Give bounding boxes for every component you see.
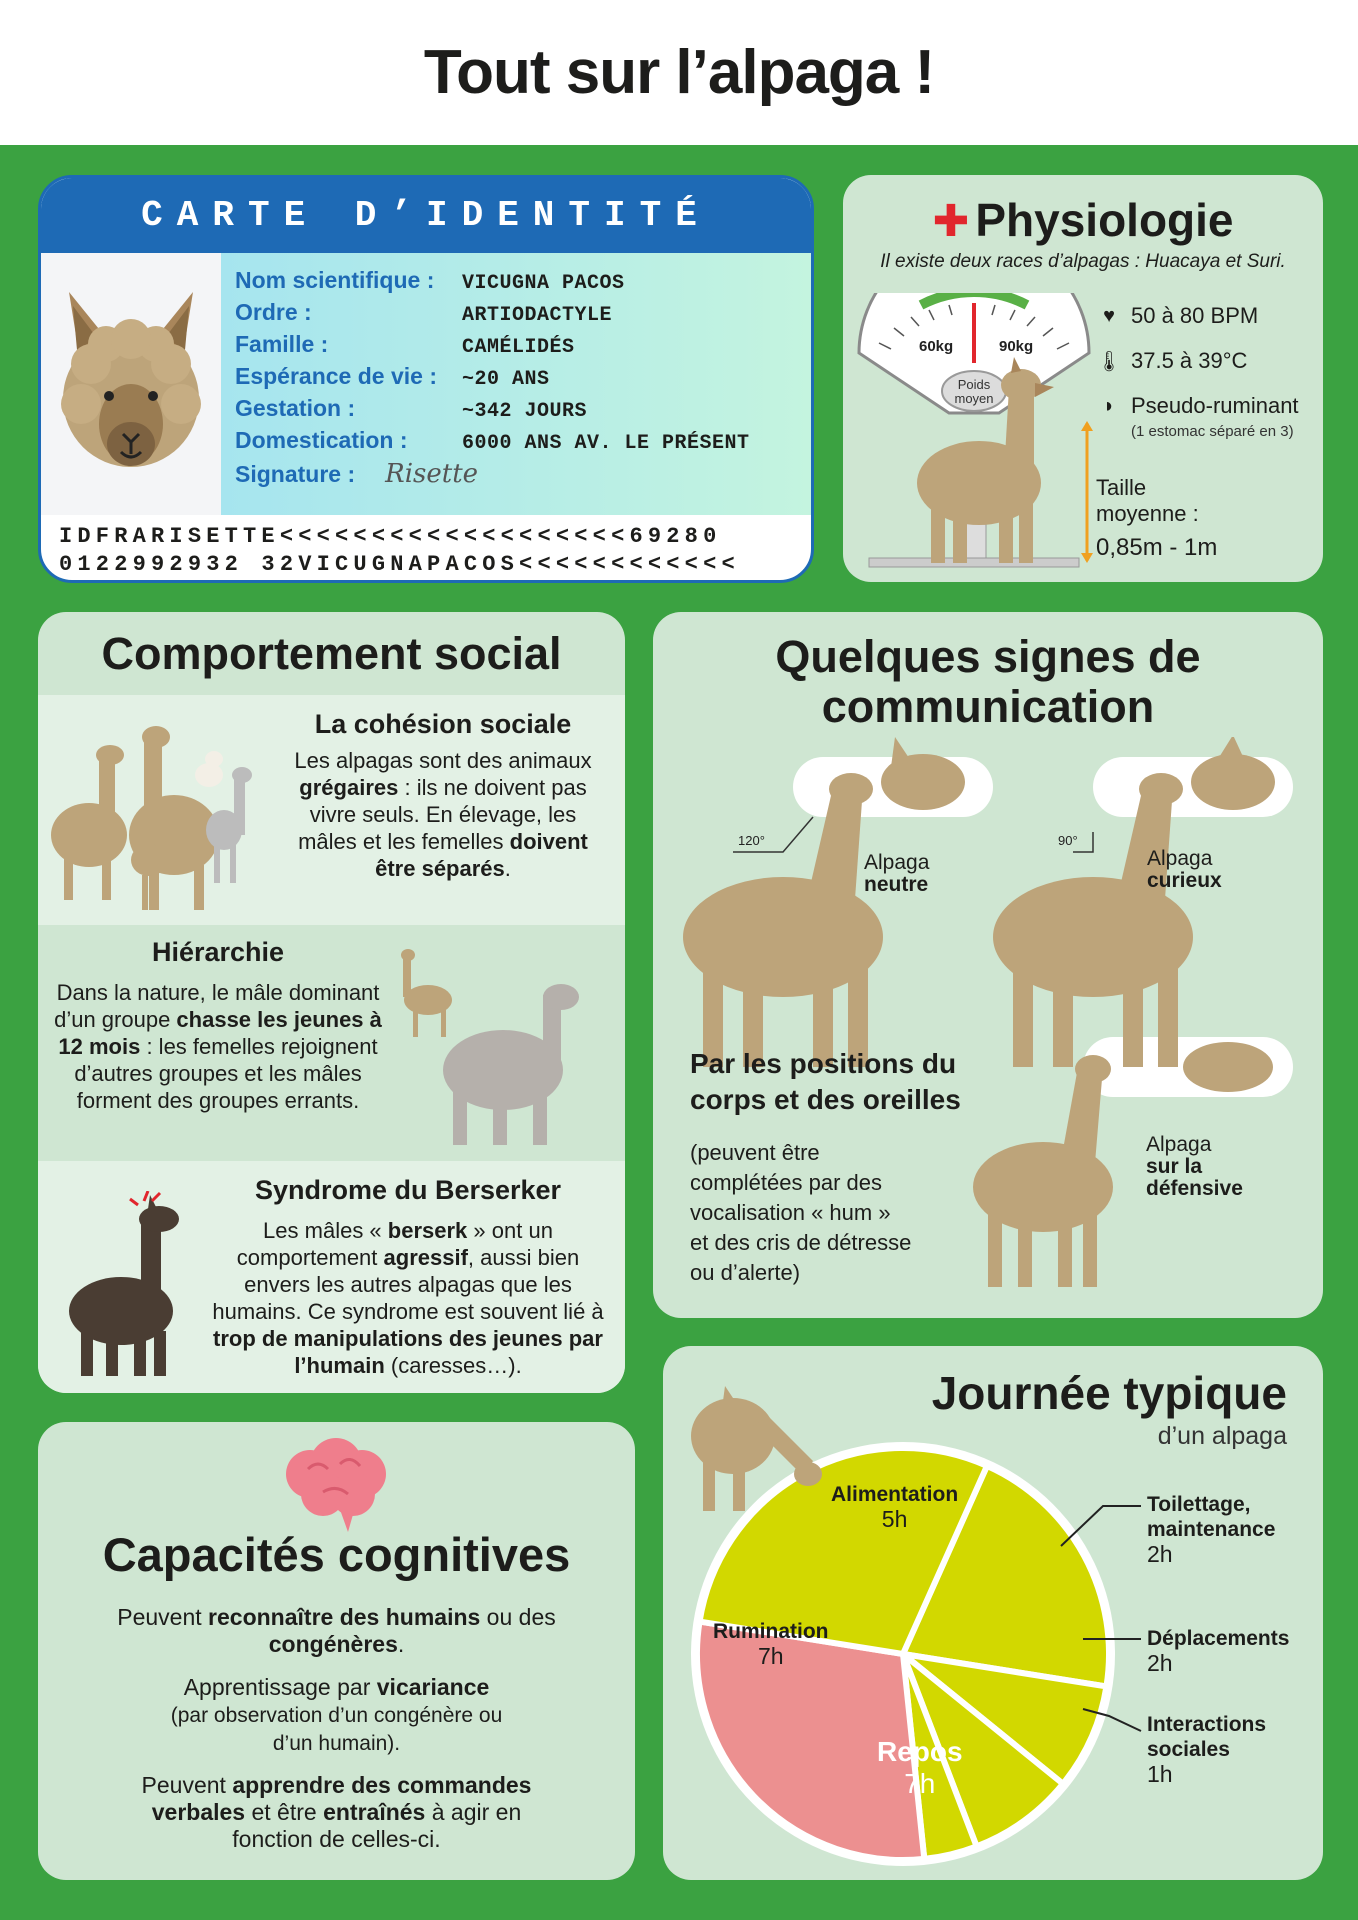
pie-label-deplacements-value: 2h	[1147, 1650, 1173, 1676]
field-label: Nom scientifique :	[235, 267, 435, 293]
cognitive-title: Capacités cognitives	[102, 1528, 571, 1581]
stomach-icon: ◗	[1102, 394, 1116, 417]
pie-label-deplacements	[1147, 1626, 1289, 1676]
communication-title	[653, 632, 1323, 732]
physiology-title	[843, 193, 1323, 247]
scale-max-label: 90kg	[999, 338, 1034, 355]
typical-day-title: Journée typique	[931, 1367, 1287, 1419]
alpaca-herd-illustration	[44, 715, 274, 915]
communication-title-line-2: communication	[821, 681, 1155, 732]
field-signature	[235, 459, 814, 491]
communication-panel	[653, 612, 1323, 1318]
angry-alpaca-illustration	[56, 1191, 206, 1381]
digestion-note: (1 estomac séparé en 3)	[1131, 423, 1294, 440]
scale-illustration	[849, 293, 1099, 573]
cognitive-point-3: Peuvent apprendre des commandes verbales et être entraînés à agir en fonction de celles-ci.	[141, 1772, 532, 1852]
label-defensive	[1146, 1134, 1243, 1200]
heart-rate-value: 50 à 80 BPM	[1131, 303, 1259, 328]
pie-label-rumination-name: Rumination	[713, 1620, 829, 1643]
pie-label-alimentation-value: 5h	[881, 1506, 908, 1532]
field-value: ~20 ANS	[462, 368, 550, 391]
label-curious-line-1: Alpaga	[1147, 847, 1213, 870]
heart-icon: ♥	[1103, 304, 1115, 327]
positions-title-line-1: Par les positions du	[690, 1048, 957, 1079]
physiology-title-text: Physiologie	[975, 194, 1234, 246]
pie-label-interactions-value: 1h	[1147, 1761, 1173, 1787]
physiology-panel	[843, 175, 1323, 582]
temperature-value: 37.5 à 39°C	[1131, 348, 1248, 373]
scale-min-label: 60kg	[919, 338, 954, 355]
pie-label-interactions	[1147, 1712, 1307, 1787]
pie-label-repos	[877, 1736, 963, 1800]
cognitive-panel	[38, 1422, 635, 1880]
positions-note-line: (peuvent être	[690, 1140, 820, 1165]
pie-label-alimentation-name: Alimentation	[831, 1483, 959, 1506]
field-value: 6000 ANS AV. LE PRÉSENT	[462, 432, 750, 455]
id-card-heading: CARTE D’IDENTITÉ	[41, 178, 811, 253]
field-value: ARTIODACTYLE	[462, 304, 613, 327]
cognitive-point-1: Peuvent reconnaître des humains ou des congénères.	[117, 1604, 556, 1657]
field-label: Domestication :	[235, 427, 408, 453]
pie-label-repos-value: 7h	[904, 1768, 936, 1799]
field-label: Famille :	[235, 331, 329, 357]
positions-note	[690, 1138, 911, 1288]
pie-label-rumination-value: 7h	[757, 1643, 784, 1669]
svg-text:moyen: moyen	[954, 391, 994, 406]
communication-title-line-1: Quelques signes de	[775, 631, 1201, 682]
label-defensive-line-1: Alpaga	[1146, 1133, 1212, 1156]
pie-label-repos-name: Repos	[877, 1736, 963, 1767]
field-label: Gestation :	[235, 395, 356, 421]
physiology-subtitle: Il existe deux races d’alpagas : Huacaya et Suri.	[880, 251, 1286, 272]
alpaca-head-icon	[51, 284, 211, 484]
positions-title-line-2: corps et des oreilles	[690, 1084, 961, 1115]
field-value: VICUGNA PACOS	[462, 272, 625, 295]
temperature	[1095, 348, 1247, 374]
size-value: 0,85m - 1m	[1096, 534, 1218, 561]
field-domestication	[235, 427, 814, 459]
id-card	[38, 175, 814, 583]
label-neutral	[864, 852, 929, 896]
heart-rate	[1095, 303, 1258, 329]
page-header	[0, 0, 1358, 145]
size-block	[1096, 475, 1217, 561]
typical-day-panel	[663, 1346, 1323, 1880]
signature: Risette	[385, 459, 479, 489]
pie-label-alimentation	[831, 1482, 958, 1532]
page-title: Tout sur l’alpaga !	[423, 38, 935, 107]
field-label: Ordre :	[235, 299, 312, 325]
positions-title	[690, 1046, 961, 1118]
positions-note-line: et des cris de détresse	[690, 1230, 912, 1255]
field-value: ~342 JOURS	[462, 400, 588, 423]
cognitive-point-2: Apprentissage par vicariance (par observation d’un congénère ou d’un humain).	[170, 1674, 503, 1755]
hierarchy-section: Hiérarchie Dans la nature, le mâle dominant d’un groupe chasse les jeunes à 12 mois : les femelles rejoignent d’autres groupes et les mâles forment des groupes errants.	[38, 925, 625, 1161]
svg-text:Poids: Poids	[957, 377, 991, 392]
label-neutral-line-2: neutre	[864, 873, 929, 896]
digestion	[1095, 393, 1299, 419]
alpaca-portrait	[41, 253, 221, 515]
pie-label-toilettage	[1147, 1492, 1307, 1567]
digestion-value: Pseudo-ruminant	[1131, 393, 1299, 418]
field-order	[235, 299, 814, 331]
thermometer-icon: 🌡	[1096, 350, 1122, 373]
pie-label-interactions-name: Interactions sociales	[1147, 1713, 1267, 1761]
typical-day-pie-chart	[663, 1346, 1323, 1880]
pie-label-toilettage-name: Toilettage, maintenance	[1147, 1493, 1276, 1541]
field-family	[235, 331, 814, 363]
pie-label-rumination	[713, 1619, 829, 1669]
positions-note-line: ou d’alerte)	[690, 1260, 801, 1285]
brain-icon	[278, 1434, 393, 1534]
label-defensive-line-3: défensive	[1146, 1177, 1243, 1200]
field-gestation	[235, 395, 814, 427]
label-defensive-line-2: sur la	[1146, 1155, 1203, 1178]
id-card-fields	[221, 253, 814, 515]
alpaca-chasing-illustration	[393, 945, 608, 1155]
cohesion-section: La cohésion sociale Les alpagas sont des animaux grégaires : ils ne doivent pas vivre seuls. En élevage, les mâles et les femelles doivent être séparés.	[38, 695, 625, 925]
red-cross-icon: ✚	[932, 197, 970, 246]
label-curious-line-2: curieux	[1147, 869, 1222, 892]
positions-note-line: vocalisation « hum »	[690, 1200, 891, 1225]
pie-label-deplacements-name: Déplacements	[1147, 1627, 1290, 1650]
size-label: Taille moyenne :	[1096, 475, 1199, 526]
angle-120-label: 120°	[738, 833, 765, 848]
mrz-line-1: IDFRARISETTE<<<<<<<<<<<<<<<<<<<69280	[59, 524, 722, 549]
mrz-line-2: 0122992932 32VICUGNAPACOS<<<<<<<<<<<<	[59, 552, 740, 577]
social-title: Comportement social	[101, 627, 562, 679]
pie-label-toilettage-value: 2h	[1147, 1541, 1173, 1567]
positions-note-line: complétées par des	[690, 1170, 882, 1195]
machine-readable-zone	[41, 515, 814, 583]
berserker-section: Syndrome du Berserker Les mâles « berserk » ont un comportement agressif, aussi bien envers les autres alpagas que les humains. Ce syndrome est souvent lié à trop de manipulations des jeunes par l’humain (caresses…).	[38, 1161, 625, 1393]
field-value: CAMÉLIDÉS	[462, 336, 575, 359]
typical-day-subtitle: d’un alpaga	[1157, 1422, 1287, 1450]
field-label: Espérance de vie :	[235, 363, 437, 389]
label-curious	[1147, 848, 1222, 892]
field-scientific-name	[235, 267, 814, 299]
label-neutral-line-1: Alpaga	[864, 851, 930, 874]
field-label: Signature :	[235, 461, 356, 487]
social-behavior-panel	[38, 612, 625, 1393]
field-lifespan	[235, 363, 814, 395]
angle-90-label: 90°	[1058, 833, 1078, 848]
